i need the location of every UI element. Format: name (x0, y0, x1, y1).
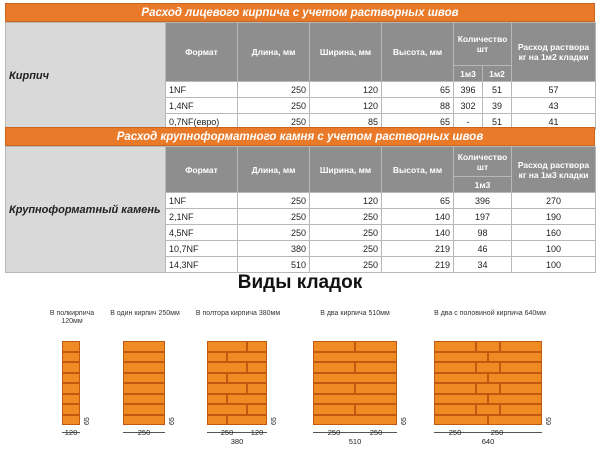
brick (476, 383, 500, 394)
dimension-label: 250 (137, 428, 151, 437)
cell-width: 250 (310, 225, 382, 241)
brick (488, 415, 542, 426)
th-qty-m3: 1м3 (454, 177, 512, 193)
th-width: Ширина, мм (310, 23, 382, 82)
th-format: Формат (166, 147, 238, 193)
cell-length: 250 (238, 209, 310, 225)
dimension-label: 120 (250, 428, 264, 437)
height-mark: 65 (169, 417, 176, 425)
cell-format: 2,1NF (166, 209, 238, 225)
th-qty: Количество шт (454, 147, 512, 177)
th-length: Длина, мм (238, 23, 310, 82)
cell-length: 380 (238, 241, 310, 257)
table1-row-label: Кирпич (6, 23, 166, 130)
th-height: Высота, мм (382, 147, 454, 193)
dimension-total: 640 (481, 437, 495, 446)
th-length: Длина, мм (238, 147, 310, 193)
brick (313, 383, 355, 394)
cell-width: 250 (310, 241, 382, 257)
brick (207, 415, 227, 426)
brick (62, 404, 80, 415)
brick (123, 341, 165, 352)
brick (313, 373, 397, 384)
cell-mortar: 100 (512, 257, 596, 273)
brick (434, 404, 476, 415)
cell-height: 88 (382, 98, 454, 114)
brick (62, 362, 80, 373)
cell-format: 14,3NF (166, 257, 238, 273)
wall-label: В полкирпича 120мм (49, 310, 95, 325)
cell-m3: 302 (454, 98, 483, 114)
brick (207, 394, 227, 405)
cell-m3: 46 (454, 241, 512, 257)
table2-banner: Расход крупноформатного камня с учетом растворных швов (5, 127, 595, 146)
brick (227, 415, 267, 426)
brick (247, 404, 267, 415)
cell-mortar: 190 (512, 209, 596, 225)
dimension-label: 120 (64, 428, 78, 437)
brick (488, 373, 542, 384)
cell-m3: 396 (454, 82, 483, 98)
brick (434, 415, 488, 426)
cell-height: 219 (382, 257, 454, 273)
cell-length: 510 (238, 257, 310, 273)
brick (313, 341, 355, 352)
masonry-title: Виды кладок (237, 272, 363, 293)
cell-height: 65 (382, 193, 454, 209)
cell-format: 1NF (166, 193, 238, 209)
dimension-label: 250 (220, 428, 234, 437)
brick (488, 394, 542, 405)
cell-m2: 39 (483, 98, 512, 114)
brick (434, 383, 476, 394)
brick (207, 341, 247, 352)
brick (434, 341, 476, 352)
cell-format: 1,4NF (166, 98, 238, 114)
brick (434, 373, 488, 384)
table2-grid (5, 146, 596, 273)
brick (500, 362, 542, 373)
brick (476, 362, 500, 373)
cell-height: 140 (382, 225, 454, 241)
th-qty-m3: 1м3 (454, 66, 483, 82)
brick (500, 383, 542, 394)
brick (227, 352, 267, 363)
cell-width: 120 (310, 82, 382, 98)
cell-mortar: 41 (512, 114, 596, 130)
cell-length: 250 (238, 98, 310, 114)
cell-m3: - (454, 114, 483, 130)
th-mortar: Расход раствора кг на 1м2 кладки (512, 23, 596, 82)
cell-format: 10,7NF (166, 241, 238, 257)
brick (207, 373, 227, 384)
cell-length: 250 (238, 225, 310, 241)
height-mark: 65 (271, 417, 278, 425)
table1-banner: Расход лицевого кирпича с учетом растворных швов (5, 3, 595, 22)
dimension-label: 250 (369, 428, 383, 437)
cell-format: 4,5NF (166, 225, 238, 241)
brick (476, 341, 500, 352)
cell-height: 65 (382, 82, 454, 98)
brick (355, 362, 397, 373)
cell-height: 140 (382, 209, 454, 225)
table-brick-consumption (5, 3, 595, 130)
brick (227, 394, 267, 405)
cell-height: 65 (382, 114, 454, 130)
brick (123, 373, 165, 384)
th-format: Формат (166, 23, 238, 82)
th-width: Ширина, мм (310, 147, 382, 193)
wall-label: В два кирпича 510мм (320, 310, 390, 317)
cell-width: 120 (310, 98, 382, 114)
cell-width: 85 (310, 114, 382, 130)
brick (62, 394, 80, 405)
brick (227, 373, 267, 384)
cell-m3: 197 (454, 209, 512, 225)
brick (476, 404, 500, 415)
brick (313, 352, 397, 363)
dimension-total: 380 (230, 437, 244, 446)
cell-mortar: 270 (512, 193, 596, 209)
cell-length: 250 (238, 193, 310, 209)
brick (123, 352, 165, 363)
cell-mortar: 100 (512, 241, 596, 257)
brick (355, 341, 397, 352)
brick (488, 352, 542, 363)
brick (123, 415, 165, 426)
brick (247, 362, 267, 373)
table2-row-label: Крупноформатный камень (6, 147, 166, 273)
brick (313, 404, 355, 415)
brick (313, 362, 355, 373)
th-qty: Количество шт (454, 23, 512, 66)
cell-m2: 51 (483, 82, 512, 98)
th-mortar: Расход раствора кг на 1м3 кладки (512, 147, 596, 193)
cell-length: 250 (238, 82, 310, 98)
cell-mortar: 57 (512, 82, 596, 98)
brick (500, 404, 542, 415)
th-height: Высота, мм (382, 23, 454, 82)
brick (207, 404, 247, 415)
brick (207, 352, 227, 363)
brick (207, 362, 247, 373)
cell-mortar: 160 (512, 225, 596, 241)
cell-m3: 34 (454, 257, 512, 273)
brick (355, 383, 397, 394)
height-mark: 65 (401, 417, 408, 425)
cell-length: 250 (238, 114, 310, 130)
dimension-label: 250 (490, 428, 504, 437)
cell-m2: 51 (483, 114, 512, 130)
cell-format: 0,7NF(евро) (166, 114, 238, 130)
brick (123, 383, 165, 394)
brick (247, 383, 267, 394)
brick (434, 394, 488, 405)
cell-height: 219 (382, 241, 454, 257)
brick (313, 394, 397, 405)
cell-m3: 98 (454, 225, 512, 241)
brick (355, 404, 397, 415)
cell-m3: 396 (454, 193, 512, 209)
brick (62, 352, 80, 363)
brick (62, 383, 80, 394)
brick (123, 362, 165, 373)
brick (123, 394, 165, 405)
cell-mortar: 43 (512, 98, 596, 114)
brick (62, 341, 80, 352)
brick (247, 341, 267, 352)
wall-label: В один кирпич 250мм (110, 310, 180, 317)
dimension-label: 250 (448, 428, 462, 437)
brick (434, 362, 476, 373)
th-qty-m2: 1м2 (483, 66, 512, 82)
brick (62, 415, 80, 426)
height-mark: 65 (84, 417, 91, 425)
cell-width: 120 (310, 193, 382, 209)
brick (313, 415, 397, 426)
table-block-consumption (5, 127, 595, 273)
wall-label: В полтора кирпича 380мм (195, 310, 281, 317)
brick (62, 373, 80, 384)
cell-width: 250 (310, 209, 382, 225)
dimension-label: 250 (327, 428, 341, 437)
dimension-total: 510 (348, 437, 362, 446)
table1-grid (5, 22, 596, 130)
cell-width: 250 (310, 257, 382, 273)
brick (434, 352, 488, 363)
cell-format: 1NF (166, 82, 238, 98)
brick (500, 341, 542, 352)
wall-label: В два с половиной кирпича 640мм (434, 310, 546, 317)
height-mark: 65 (546, 417, 553, 425)
brick (123, 404, 165, 415)
brick (207, 383, 247, 394)
